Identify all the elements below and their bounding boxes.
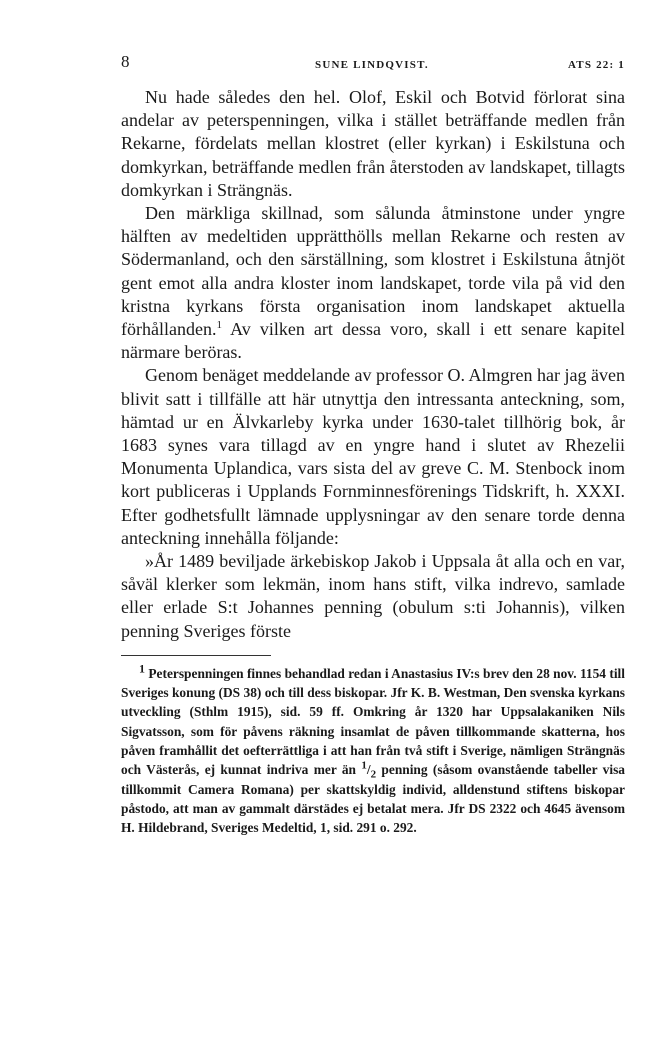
footnote-text-1: Peterspenningen finnes behandlad redan i Anastasius IV:s brev den 28 nov. 1154 till Sveriges konung (DS 38) och till dess biskopar. Jfr K. B. Westman, Den svenska kyrkans utveckling (Sthlm 1915), sid. 59 ff. Omkring år 1320 har Uppsalakaniken Nils Sigvatsson, som för påvens räkning insamlat de påven tillkommande skatterna, hos påven framhållit det oefterrättliga i att han från två stift i Sverige, nämligen Strängnäs och Västerås, ej kunnat indriva mer än (121, 665, 625, 778)
paragraph-2 (121, 202, 625, 364)
paragraph-4: »År 1489 beviljade ärkebiskop Jakob i Uppsala åt alla och en var, såväl klerker som lekmän, inom hans stift, vilka indrevo, samlade eller erlade S:t Johannes penning (obulum s:ti Johannis), vilken penning Sveriges förste (121, 551, 625, 641)
paragraph-2-tail: Av vilken art dessa voro, skall i ett senare kapitel närmare beröras. (121, 319, 625, 363)
running-header (121, 52, 625, 76)
footnote-divider (121, 655, 271, 656)
series-reference: ATS 22: 1 (567, 59, 625, 71)
fraction-numerator: 1 (361, 759, 367, 772)
footnote-text-2: penning (såsom ovanstående tabeller visa tillkommit Camera Romana) per skattskyldig individ, alldenstund stiftens biskopar påstodo, att man av gammalt därstädes ej betalat mera. Jfr DS 2322 och 4645 ävensom H. Hildebrand, Sveriges Medeltid, 1, sid. 291 o. 292. (121, 762, 625, 836)
footnote-number: 1 (139, 661, 145, 676)
footnote-reference: 1 (216, 319, 222, 332)
paragraph-1: Nu hade således den hel. Olof, Eskil och Botvid förlorat sina andelar av peterspenningen, vilka i stället beträffande medlen från Rekarne, fördelats mellan klostret (eller kyrkan) i Eskilstuna och domkyrkan, beträffande medlen från återstoden av landskapet, tillagts domkyrkan i Strängnäs. (121, 87, 625, 200)
fraction-denominator: 2 (370, 769, 377, 782)
paragraph-3: Genom benäget meddelande av professor O. Almgren har jag även blivit satt i tillfälle att här utnyttja den intressanta anteckning, som, hämtad ur en Älvkarleby kyrka under 1630-talet tillhörig bok, år 1683 synes vara tillagd av en yngre hand i slutet av Rhezelii Monumenta Uplandica, vars sista del av greve C. M. Stenbock inom kort publiceras i Upplands Fornminnesförenings Tidskrift, h. XXXI. Efter godhetsfullt lämnade upplysningar av den senare torde denna anteckning innehålla följande: (121, 365, 625, 548)
footnote: 1 Peterspenningen finnes behandlad redan i Anastasius IV:s brev den 28 nov. 1154 till Sveriges konung (DS 38) och till dess biskopar. Jfr K. B. Westman, Den svenska kyrkans utveckling (Sthlm 1915), sid. 59 ff. Omkring år 1320 har Uppsalakaniken Nils Sigvatsson, som för påvens räkning insamlat de påven tillkommande skatterna, hos påven framhållit det oefterrättliga i att han från två stift i Sverige, nämligen Strängnäs och Västerås, ej kunnat indriva mer än $^1/_2$ penning (såsom ovanstående tabeller visa tillkommit Camera Romana) per skattskyldig individ, alldenstund stiftens biskopar påstodo, att man av gammalt därstädes ej betalat mera. Jfr DS 2322 och 4645 ävensom H. Hildebrand, Sveriges Medeltid, 1, sid. 291 o. 292. (121, 661, 625, 836)
paragraph-2-text: Den märkliga skillnad, som sålunda åtminstone under yngre hälften av medeltiden upprätthölls mellan Rekarne och resten av Södermanland, och den särställning, som klostret i Eskilstuna åtnjöt gent emot alla andra kloster inom landskapet, torde vila på vid den kristna kyrkans första organisation inom landskapet aktuella förhållanden. (121, 203, 625, 340)
running-title: SUNE LINDQVIST. (315, 59, 429, 71)
body-text (121, 86, 625, 643)
page-number: 8 (121, 52, 130, 71)
page (121, 52, 625, 838)
